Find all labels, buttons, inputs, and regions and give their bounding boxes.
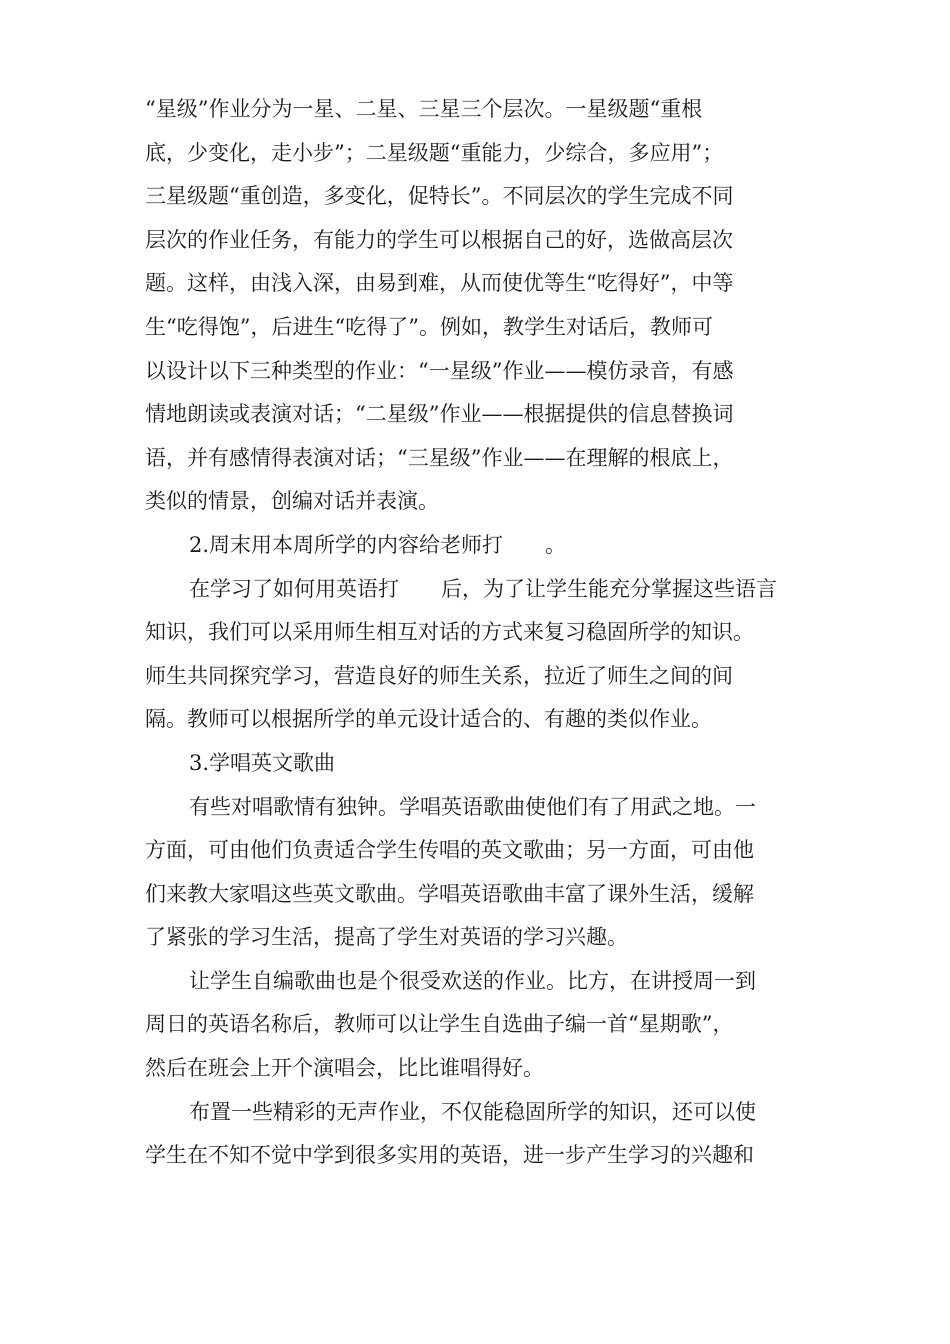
text-line: 让学生自编歌曲也是个很受欢送的作业。比方，在讲授周一到 (189, 968, 756, 993)
text-line: 周日的英语名称后，教师可以让学生自选曲子编一首“星期歌”， (145, 1012, 734, 1037)
document-body (145, 88, 805, 1178)
text-line: 师生共同探究学习，营造良好的师生关系，拉近了师生之间的间 (145, 663, 733, 688)
text-line: 学生在不知不觉中学到很多实用的英语，进一步产生学习的兴趣和 (145, 1143, 754, 1168)
text-line: 了紧张的学习生活，提高了学生对英语的学习兴趣。 (145, 925, 628, 950)
text-line: 知识，我们可以采用师生相互对话的方式来复习稳固所学的知识。 (145, 620, 754, 645)
text-line: “星级”作业分为一星、二星、三星三个层次。一星级题“重根 (145, 97, 703, 121)
text-line: 们来教大家唱这些英文歌曲。学唱英语歌曲丰富了课外生活，缓解 (145, 881, 754, 906)
text-line: 语，并有感情得表演对话；“三星级”作业——在理解的根底上， (145, 445, 734, 470)
text-line: 三星级题“重创造，多变化，促特长”。不同层次的学生完成不同 (145, 184, 734, 209)
text-line: 底，少变化，走小步”；二星级题“重能力，少综合，多应用”； (145, 140, 724, 165)
text-line: 情地朗读或表演对话；“二星级”作业——根据提供的信息替换词 (145, 402, 734, 427)
text-line: 2.周末用本周所学的内容给老师打 。 (189, 532, 567, 557)
text-line: 以设计以下三种类型的作业：“一星级”作业——模仿录音，有感 (145, 358, 734, 383)
text-line: 隔。教师可以根据所学的单元设计适合的、有趣的类似作业。 (145, 707, 712, 732)
text-line: 然后在班会上开个演唱会，比比谁唱得好。 (145, 1056, 544, 1081)
text-line: 层次的作业任务，有能力的学生可以根据自己的好，选做高层次 (145, 227, 733, 252)
text-line: 生“吃得饱”，后进生“吃得了”。例如，教学生对话后，教师可 (145, 314, 713, 339)
text-line: 3.学唱英文歌曲 (189, 750, 336, 775)
text-line: 题。这样，由浅入深，由易到难，从而使优等生“吃得好”，中等 (145, 271, 734, 296)
text-line: 布置一些精彩的无声作业，不仅能稳固所学的知识，还可以使 (189, 1099, 756, 1124)
text-line: 有些对唱歌情有独钟。学唱英语歌曲使他们有了用武之地。一 (189, 794, 756, 819)
text-line: 在学习了如何用英语打 后，为了让学生能充分掌握这些语言 (189, 576, 777, 601)
text-line: 方面，可由他们负责适合学生传唱的英文歌曲；另一方面，可由他 (145, 838, 754, 863)
text-line: 类似的情景，创编对话并表演。 (145, 489, 439, 514)
